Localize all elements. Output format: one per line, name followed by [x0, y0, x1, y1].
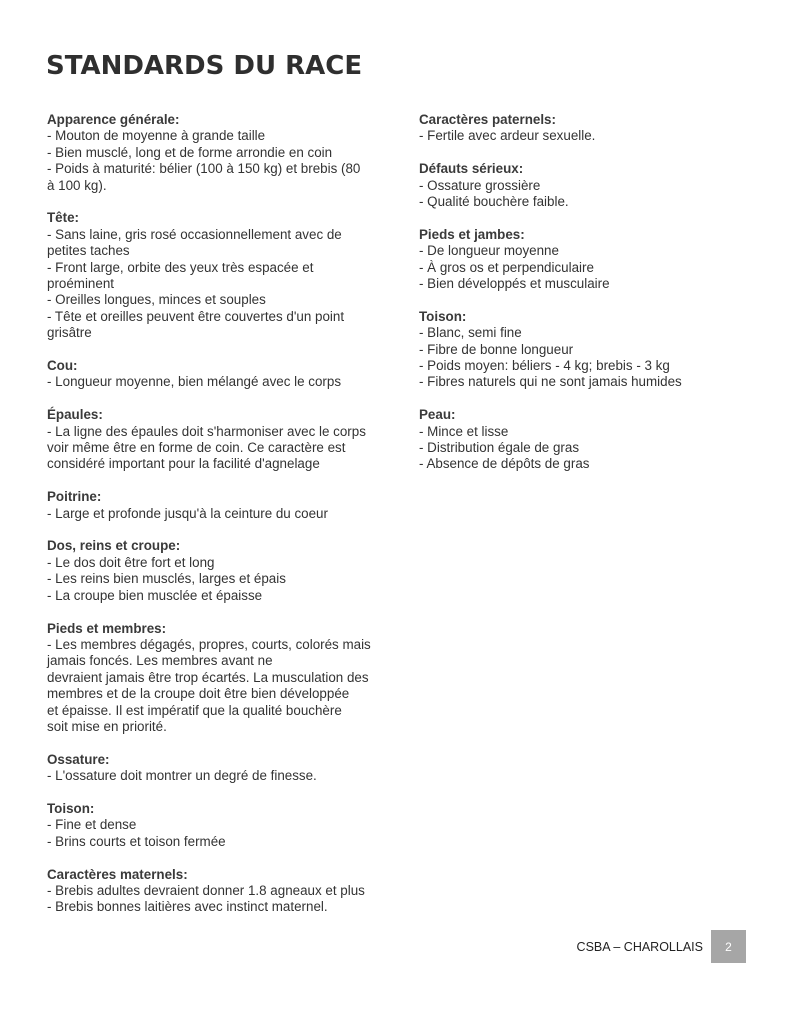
section-heading: Ossature:: [47, 751, 110, 767]
section-apparence-generale: [47, 112, 387, 194]
section-pieds-membres: [47, 621, 387, 736]
section-text: - Les membres dégagés, propres, courts, colorés mais jamais foncés. Les membres avant ne devraient jamais être trop écartés. La musculation des membres et de la croupe doit être bien développée et épaisse. Il est impératif que la qualité bouchère soit mise en priorité.: [47, 636, 371, 734]
section-text: - Mince et lisse - Distribution égale de gras - Absence de dépôts de gras: [419, 423, 590, 472]
section-caracteres-maternels: [47, 867, 387, 916]
section-heading: Toison:: [47, 800, 95, 816]
section-heading: Cou:: [47, 358, 78, 374]
section-heading: Dos, reins et croupe:: [47, 538, 181, 554]
section-text: - Brebis adultes devraient donner 1.8 agneaux et plus - Brebis bonnes laitières avec instinct maternel.: [47, 882, 365, 915]
section-heading: Caractères paternels:: [419, 112, 556, 127]
section-heading: Peau:: [419, 407, 456, 423]
section-heading: Pieds et membres:: [47, 620, 167, 636]
right-column: [419, 112, 749, 489]
section-toison-belier: [419, 309, 749, 391]
section-heading: Épaules:: [47, 407, 103, 423]
section-text: - Fine et dense - Brins courts et toison fermée: [47, 817, 226, 849]
section-heading: Défauts sérieux:: [419, 161, 524, 177]
section-text: - L'ossature doit montrer un degré de finesse.: [47, 768, 317, 784]
section-text: - Ossature grossière - Qualité bouchère faible.: [419, 177, 569, 210]
section-defauts-serieux: [419, 161, 749, 210]
section-dos-reins-croupe: [47, 538, 387, 604]
section-poitrine: [47, 489, 387, 522]
section-text: - Blanc, semi fine - Fibre de bonne longueur - Poids moyen: béliers - 4 kg; brebis - 3 kg - Fibres naturels qui ne sont jamais humides: [419, 325, 682, 390]
section-cou: [47, 358, 387, 391]
section-heading: Tête:: [47, 210, 79, 226]
section-heading: Poitrine:: [47, 489, 102, 505]
section-epaules: [47, 407, 387, 473]
section-text: - Large et profonde jusqu'à la ceinture du coeur: [47, 505, 328, 521]
footer-text: CSBA – CHAROLLAIS: [576, 939, 703, 954]
section-text: - Sans laine, gris rosé occasionnellement avec de petites taches - Front large, orbite des yeux très espacée et proéminent - Oreilles longues, minces et souples - Tête et oreilles peuvent être couvertes d'un point grisâtre: [47, 226, 345, 341]
section-text: - La ligne des épaules doit s'harmoniser avec le corps voir même être en forme de coin. Ce caractère est considéré important pour la facilité d'agnelage: [47, 423, 366, 472]
section-tete: [47, 210, 387, 341]
section-pieds-jambes: [419, 227, 749, 293]
section-text: - Le dos doit être fort et long - Les reins bien musclés, larges et épais - La croupe bien musclée et épaisse: [47, 554, 286, 603]
page-footer: [577, 930, 746, 963]
section-peau: [419, 407, 749, 473]
section-text: - Fertile avec ardeur sexuelle.: [419, 128, 596, 144]
section-toison: [47, 801, 387, 850]
section-heading: Apparence générale:: [47, 112, 180, 127]
page-title: STANDARDS DU RACE: [46, 51, 363, 81]
section-ossature: [47, 752, 387, 785]
section-heading: Toison:: [419, 308, 467, 324]
section-text: - Mouton de moyenne à grande taille - Bien musclé, long et de forme arrondie en coin - Poids à maturité: bélier (100 à 150 kg) et brebis (80 à 100 kg).: [47, 128, 361, 193]
page-number: 2: [711, 930, 746, 963]
section-text: - De longueur moyenne - À gros os et perpendiculaire - Bien développés et musculaire: [419, 243, 610, 292]
section-heading: Caractères maternels:: [47, 866, 188, 882]
section-heading: Pieds et jambes:: [419, 226, 525, 242]
section-text: - Longueur moyenne, bien mélangé avec le corps: [47, 374, 342, 390]
section-caracteres-paternels: [419, 112, 749, 145]
left-column: [47, 112, 387, 932]
